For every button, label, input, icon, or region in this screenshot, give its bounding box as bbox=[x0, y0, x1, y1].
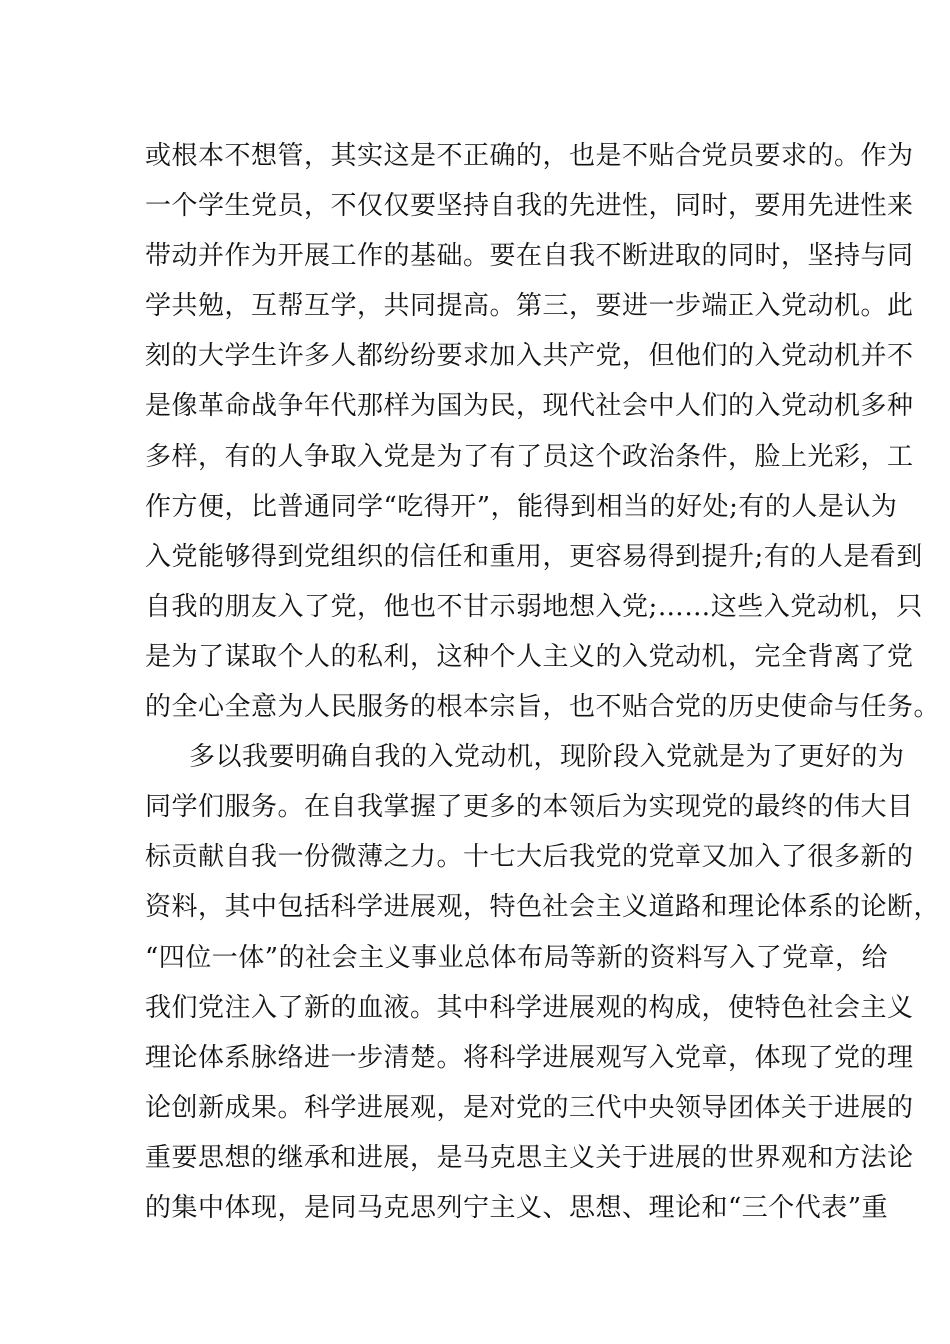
text-line: 理论体系脉络进一步清楚。将科学进展观写入党章，体现了党的理 bbox=[145, 1042, 914, 1073]
text-line: 入党能够得到党组织的信任和重用，更容易得到提升;有的人是看到 bbox=[145, 541, 923, 572]
text-line: 标贡献自我一份微薄之力。十七大后我党的党章又加入了很多新的 bbox=[145, 842, 914, 873]
text-line: 带动并作为开展工作的基础。要在自我不断进取的同时，坚持与同 bbox=[145, 241, 914, 272]
text-line: 同学们服务。在自我掌握了更多的本领后为实现党的最终的伟大目 bbox=[145, 792, 914, 823]
paragraph-end-line: 的全心全意为人民服务的根本宗旨，也不贴合党的历史使命与任务。 bbox=[145, 692, 941, 723]
text-line: 论创新成果。科学进展观，是对党的三代中央领导团体关于进展的 bbox=[145, 1092, 914, 1123]
text-line: 或根本不想管，其实这是不正确的，也是不贴合党员要求的。作为 bbox=[145, 141, 914, 171]
text-line: 是像革命战争年代那样为国为民，现代社会中人们的入党动机多种 bbox=[145, 391, 914, 422]
text-line: 学共勉，互帮互学，共同提高。第三，要进一步端正入党动机。此 bbox=[145, 291, 914, 322]
paragraph-first-line: 多以我要明确自我的入党动机，现阶段入党就是为了更好的为 bbox=[189, 742, 905, 773]
text-line: 重要思想的继承和进展，是马克思主义关于进展的世界观和方法论 bbox=[145, 1142, 914, 1173]
text-line: 作方便，比普通同学“吃得开”，能得到相当的好处;有的人是认为 bbox=[145, 491, 898, 522]
text-line: 资料，其中包括科学进展观，特色社会主义道路和理论体系的论断， bbox=[145, 892, 941, 923]
text-line: 是为了谋取个人的私利，这种个人主义的入党动机，完全背离了党 bbox=[145, 641, 914, 672]
text-line: “四位一体”的社会主义事业总体布局等新的资料写入了党章，给 bbox=[145, 942, 889, 973]
text-line: 的集中体现，是同马克思列宁主义、思想、理论和“三个代表”重 bbox=[145, 1192, 889, 1223]
text-line: 自我的朋友入了党，他也不甘示弱地想入党;……这些入党动机，只 bbox=[145, 591, 923, 622]
text-line: 多样，有的人争取入党是为了有了员这个政治条件，脸上光彩，工 bbox=[145, 441, 914, 472]
document-body bbox=[145, 131, 941, 1233]
text-line: 刻的大学生许多人都纷纷要求加入共产党，但他们的入党动机并不 bbox=[145, 341, 914, 372]
text-line: 一个学生党员，不仅仅要坚持自我的先进性，同时，要用先进性来 bbox=[145, 191, 914, 222]
text-line: 我们党注入了新的血液。其中科学进展观的构成，使特色社会主义 bbox=[145, 992, 914, 1023]
